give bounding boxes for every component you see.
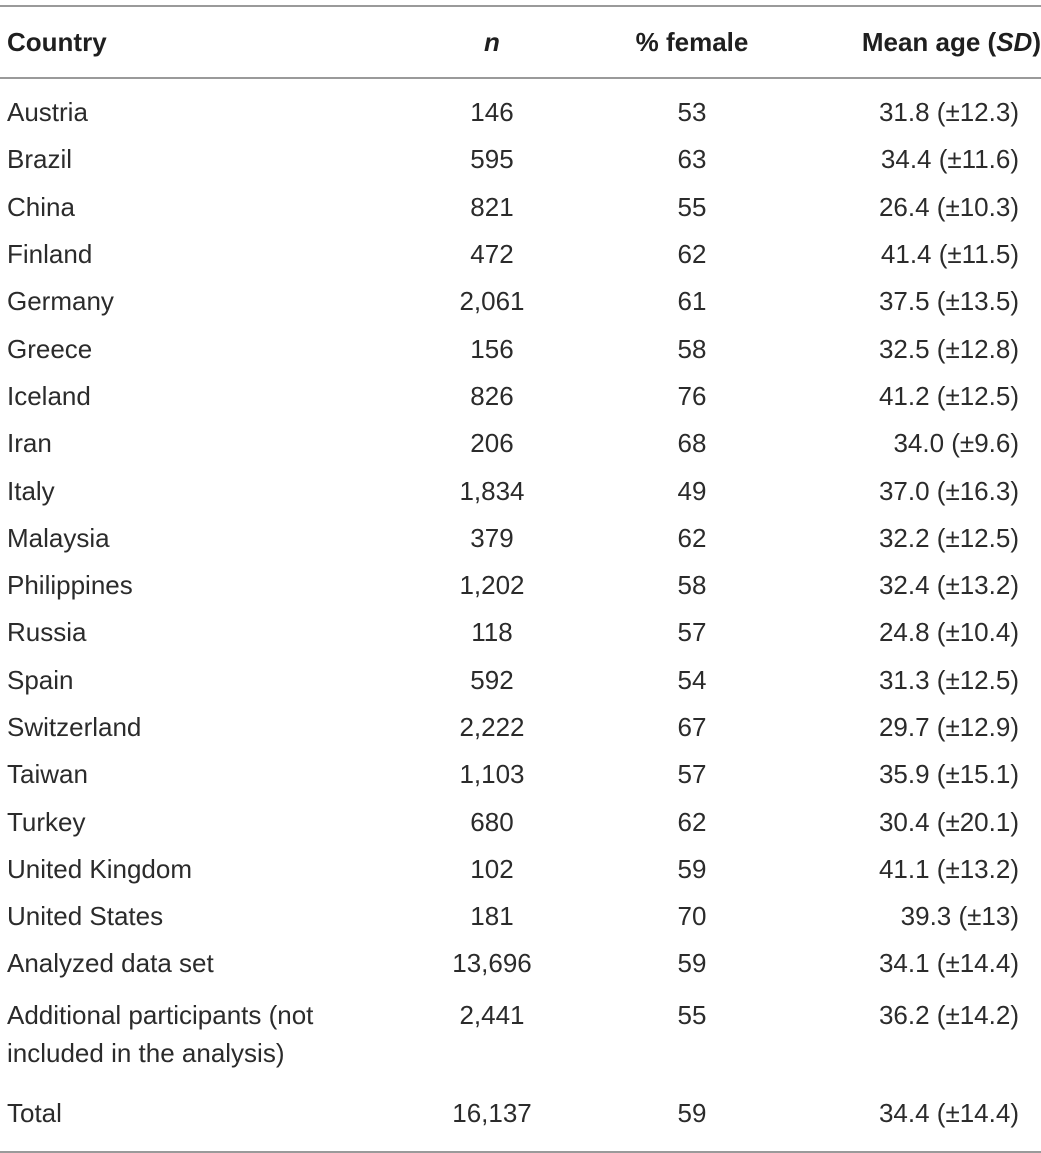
cell-n: 821 xyxy=(470,191,514,222)
cell-female: 57 xyxy=(677,617,707,648)
cell-mean-age: 41.4 (±11.5) xyxy=(880,239,1019,270)
cell-mean-age: 41.1 (±13.2) xyxy=(878,853,1019,884)
cell-country: Taiwan xyxy=(7,759,88,790)
cell-female: 55 xyxy=(677,999,707,1030)
cell-n: 379 xyxy=(470,522,514,553)
table-row xyxy=(0,467,1041,514)
header-mean-age xyxy=(807,6,1041,78)
header-mean-age-suffix: ) xyxy=(1032,26,1041,57)
cell-country: Total xyxy=(0,1083,407,1152)
cell-mean-age: 34.1 (±14.4) xyxy=(878,948,1019,979)
cell-female: 49 xyxy=(677,475,707,506)
table-row xyxy=(0,940,1041,987)
cell-country: Germany xyxy=(7,286,114,317)
cell-mean-age: 31.3 (±12.5) xyxy=(878,664,1019,695)
cell-female: 61 xyxy=(677,286,707,317)
cell-country: Analyzed data set xyxy=(7,948,214,979)
cell-female: 62 xyxy=(677,806,707,837)
cell-mean-age: 35.9 (±15.1) xyxy=(878,759,1019,790)
cell-mean-age: 41.2 (±12.5) xyxy=(878,380,1019,411)
table-row xyxy=(0,609,1041,656)
cell-country-line2: included in the analysis) xyxy=(7,1037,285,1068)
cell-mean-age: 32.5 (±12.8) xyxy=(878,333,1019,364)
table-row xyxy=(0,893,1041,940)
table-header xyxy=(0,6,1041,78)
cell-female: 58 xyxy=(677,333,707,364)
table-row xyxy=(0,798,1041,845)
cell-country: Russia xyxy=(7,617,87,648)
cell-n: 13,696 xyxy=(452,948,532,979)
cell-country: United Kingdom xyxy=(7,853,192,884)
table-row xyxy=(0,657,1041,704)
cell-female: 76 xyxy=(677,380,707,411)
cell-country: Iran xyxy=(7,428,52,459)
cell-mean-age: 37.0 (±16.3) xyxy=(878,475,1019,506)
cell-n: 146 xyxy=(470,97,514,128)
cell-female: 67 xyxy=(677,712,707,742)
header-mean-age-prefix: Mean age ( xyxy=(861,26,997,57)
demographics-table xyxy=(0,5,1041,1153)
cell-female: 54 xyxy=(677,664,707,695)
cell-country: Switzerland xyxy=(7,712,142,742)
cell-country-line1: Additional participants (not xyxy=(7,999,314,1030)
table-row xyxy=(0,278,1041,325)
table-row xyxy=(0,373,1041,420)
cell-n: 592 xyxy=(470,664,514,695)
cell-n: 2,222 xyxy=(459,712,525,742)
cell-female: 59 xyxy=(677,853,707,884)
cell-female: 53 xyxy=(677,97,707,128)
cell-country xyxy=(0,988,407,1083)
cell-country: China xyxy=(7,191,75,222)
table-row xyxy=(0,988,1041,1083)
cell-female: 70 xyxy=(677,901,707,932)
cell-country: Brazil xyxy=(7,144,73,175)
cell-country: Iceland xyxy=(7,380,91,411)
table-row xyxy=(0,704,1041,751)
cell-female: 57 xyxy=(677,759,707,790)
table-row xyxy=(0,562,1041,609)
cell-mean-age: 30.4 (±20.1) xyxy=(878,806,1019,837)
cell-female: 62 xyxy=(677,239,707,270)
cell-country: Greece xyxy=(7,333,93,364)
cell-mean-age: 39.3 (±13) xyxy=(900,901,1019,932)
cell-n: 181 xyxy=(470,901,514,932)
cell-mean-age: 31.8 (±12.3) xyxy=(878,97,1019,128)
table-row xyxy=(0,78,1041,136)
cell-n: 1,202 xyxy=(459,570,525,601)
cell-country: Finland xyxy=(7,239,93,270)
table-row xyxy=(0,1083,1041,1152)
cell-n: 826 xyxy=(470,380,514,411)
table-row xyxy=(0,515,1041,562)
table-row xyxy=(0,846,1041,893)
table-row xyxy=(0,231,1041,278)
cell-n: 156 xyxy=(470,333,514,364)
table-row xyxy=(0,136,1041,183)
cell-mean-age: 29.7 (±12.9) xyxy=(878,712,1019,742)
cell-mean-age: 36.2 (±14.2) xyxy=(878,999,1019,1030)
cell-female: 63 xyxy=(677,144,707,175)
cell-n: 2,441 xyxy=(459,999,525,1030)
cell-n: 16,137 xyxy=(407,1083,577,1152)
cell-n: 1,834 xyxy=(459,475,525,506)
cell-country: United States xyxy=(7,901,164,932)
cell-mean-age: 37.5 (±13.5) xyxy=(878,286,1019,317)
cell-country: Spain xyxy=(7,664,74,695)
cell-mean-age: 26.4 (±10.3) xyxy=(878,191,1019,222)
table-row xyxy=(0,184,1041,231)
cell-n: 206 xyxy=(470,428,514,459)
cell-female: 62 xyxy=(677,522,707,553)
cell-n: 118 xyxy=(471,617,513,648)
cell-mean-age: 34.0 (±9.6) xyxy=(893,428,1019,459)
cell-country: Austria xyxy=(7,97,88,128)
cell-mean-age: 34.4 (±11.6) xyxy=(880,144,1019,175)
cell-n: 680 xyxy=(470,806,514,837)
cell-n: 102 xyxy=(470,853,514,884)
cell-mean-age: 24.8 (±10.4) xyxy=(878,617,1019,648)
cell-mean-age: 32.4 (±13.2) xyxy=(878,570,1019,601)
header-n: n xyxy=(407,6,577,78)
cell-country: Philippines xyxy=(7,570,133,601)
cell-mean-age: 32.2 (±12.5) xyxy=(878,522,1019,553)
header-female: % female xyxy=(577,6,807,78)
header-row xyxy=(0,6,1041,78)
cell-female: 68 xyxy=(677,428,707,459)
cell-country: Malaysia xyxy=(7,522,110,553)
cell-female: 58 xyxy=(677,570,707,601)
cell-country: Turkey xyxy=(7,806,86,837)
cell-n: 472 xyxy=(470,239,514,270)
cell-n: 1,103 xyxy=(459,759,525,790)
table-row xyxy=(0,325,1041,372)
header-country: Country xyxy=(0,6,407,78)
cell-female: 59 xyxy=(577,1083,807,1152)
table-row xyxy=(0,420,1041,467)
cell-country: Italy xyxy=(7,475,55,506)
header-mean-age-sd: SD xyxy=(996,26,1033,57)
table-row xyxy=(0,751,1041,798)
cell-female: 59 xyxy=(677,948,707,979)
cell-mean-age: 34.4 (±14.4) xyxy=(807,1083,1041,1152)
cell-n: 595 xyxy=(470,144,514,175)
cell-female: 55 xyxy=(677,191,707,222)
cell-n: 2,061 xyxy=(459,286,525,317)
table-body xyxy=(0,78,1041,1152)
